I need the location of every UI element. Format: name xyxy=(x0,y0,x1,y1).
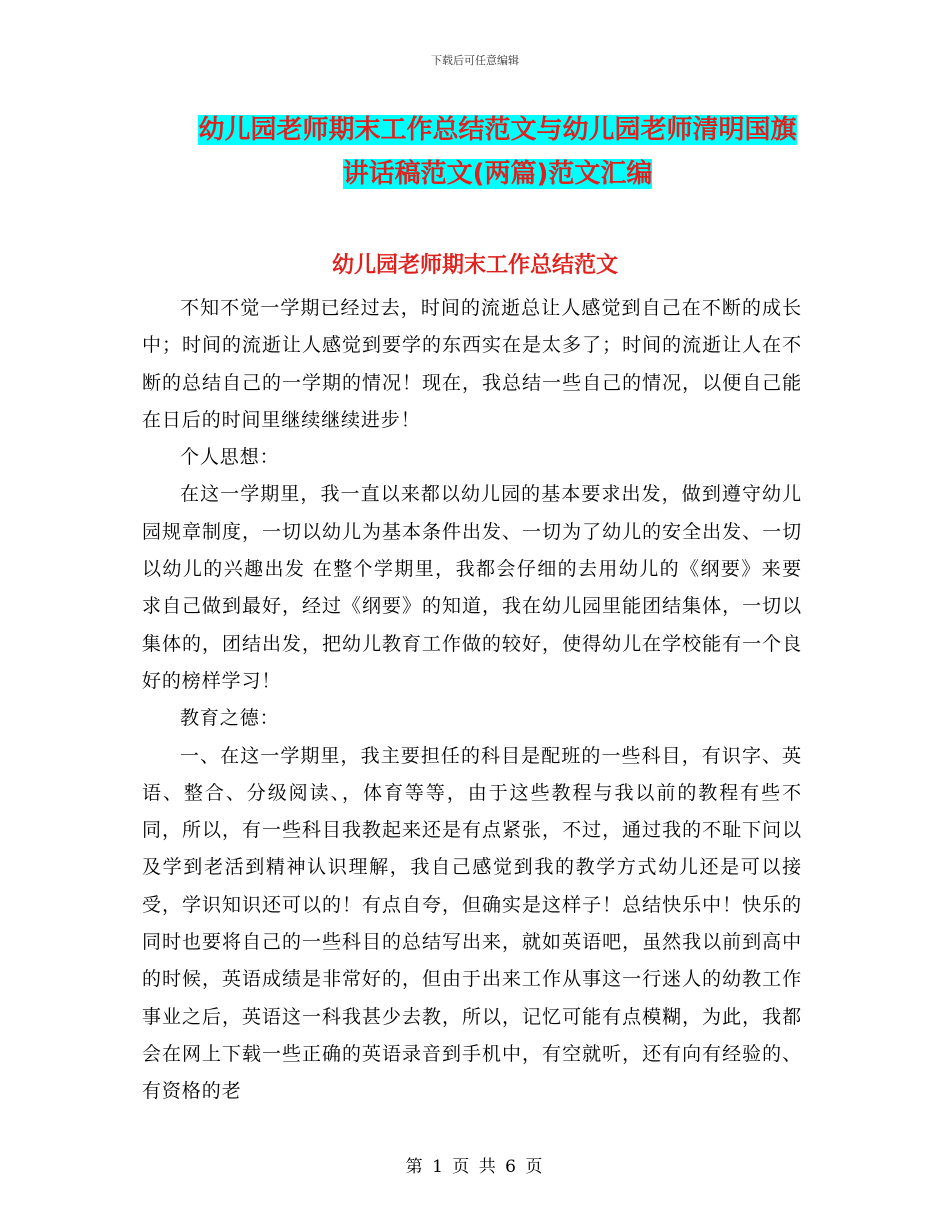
paragraph-education: 一、在这一学期里，我主要担任的科目是配班的一些科目，有识字、英语、整合、分级阅读、，体育等等，由于这些教程与我以前的教程有些不同，所以，有一些科目我教起来还是有点紧张，不过，通过我的不耻下问以及学到老活到精神认识理解，我自己感觉到我的教学方式幼儿还是可以接受，学识知识还可以的！有点自夸，但确实是这样子！总结快乐中！快乐的同时也要将自己的一些科目的总结写出来，就如英语吧，虽然我以前到高中的时候，英语成绩是非常好的，但由于出来工作从事这一行迷人的幼教工作事业之后，英语这一科我甚少去教，所以，记忆可能有点模糊，为此，我都会在网上下载一些正确的英语录音到手机中，有空就听，还有向有经验的、有资格的老 xyxy=(142,744,802,1103)
page-number-footer: 第 1 页 共 6 页 xyxy=(405,1157,545,1177)
title-line-1: 幼儿园老师期末工作总结范文与幼儿园老师清明国旗 xyxy=(198,115,797,145)
paragraph-heading-education: 教育之德： xyxy=(180,707,280,730)
page-header-note: 下载后可任意编辑 xyxy=(431,54,519,67)
document-title xyxy=(140,108,855,196)
paragraph-personal-thoughts: 在这一学期里，我一直以来都以幼儿园的基本要求出发，做到遵守幼儿园规章制度，一切以幼儿为基本条件出发、一切为了幼儿的安全出发、一切以幼儿的兴趣出发 在整个学期里，我都会仔细的去用幼儿的《纲要》来要求自己做到最好，经过《纲要》的知道，我在幼儿园里能团结集体，一切以集体的，团结出发，把幼儿教育工作做的较好，使得幼儿在学校能有一个良好的榜样学习！ xyxy=(142,483,802,692)
paragraph-heading-personal-thoughts: 个人思想： xyxy=(180,446,280,469)
section-title: 幼儿园老师期末工作总结范文 xyxy=(331,253,618,278)
paragraph-intro: 不知不觉一学期已经过去，时间的流逝总让人感觉到自己在不断的成长中；时间的流逝让人感觉到要学的东西实在是太多了；时间的流逝让人在不断的总结自己的一学期的情况！现在，我总结一些自己的情况，以便自己能在日后的时间里继续继续进步！ xyxy=(142,297,802,431)
title-line-2: 讲话稿范文(两篇)范文汇编 xyxy=(342,159,653,189)
document-body xyxy=(142,290,802,1111)
